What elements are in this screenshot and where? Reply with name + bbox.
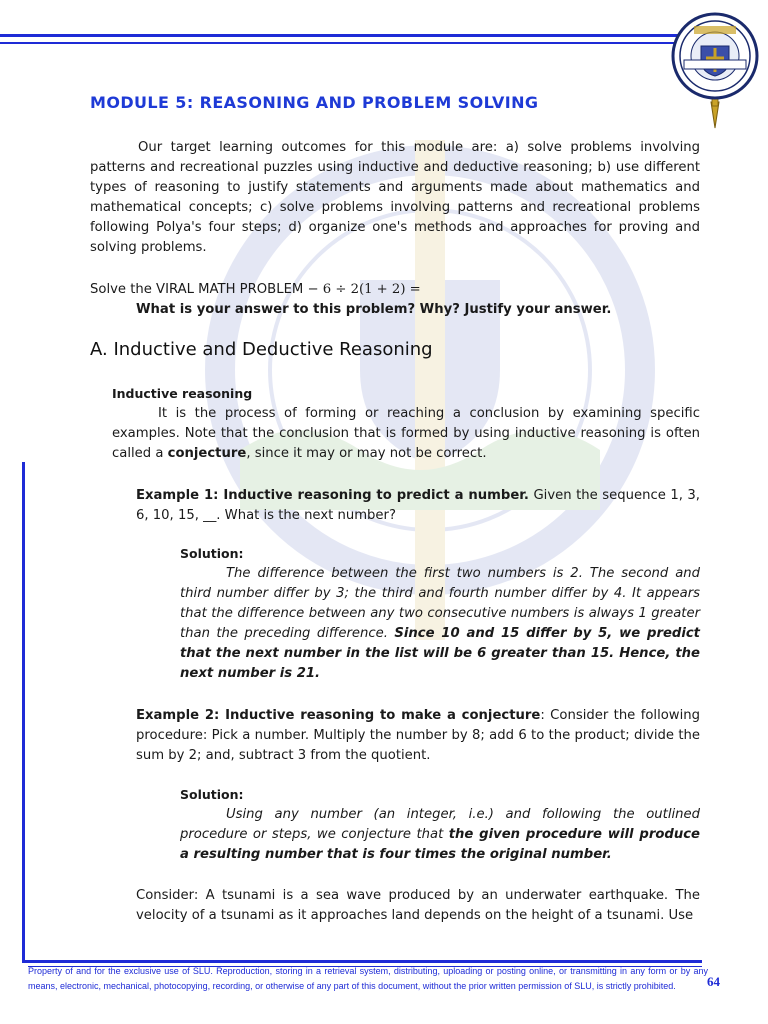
example-1-text: Given the sequence 1, 3, 6, 10, 15, __. What is the next number? (136, 488, 700, 523)
inductive-reasoning-heading: Inductive reasoning (112, 386, 253, 401)
module-title: MODULE 5: REASONING AND PROBLEM SOLVING (90, 93, 539, 112)
example-2-label: Example 2: Inductive reasoning to make a conjecture (136, 708, 541, 723)
example-2 (136, 706, 700, 766)
viral-problem-expression: − 6 ÷ 2(1 + 2) = (307, 282, 421, 297)
section-title: A. Inductive and Deductive Reasoning (90, 339, 433, 360)
example-1 (136, 486, 700, 526)
example-1-label: Example 1: Inductive reasoning to predict a number. (136, 488, 529, 503)
example-1-solution-label: Solution: (180, 546, 244, 561)
example-2-solution-conclusion: the given procedure will produce a resulting number that is four times the original number. (180, 827, 700, 862)
inductive-reasoning-definition (112, 404, 700, 464)
conjecture-term: conjecture (167, 446, 247, 461)
example-2-solution (180, 805, 700, 865)
example-1-solution (180, 564, 700, 684)
definition-text-end: , since it may or may not be correct. (246, 446, 487, 461)
copyright-footer: Property of and for the exclusive use of SLU. Reproduction, storing in a retrieval system, distributing, uploading or posting online, or transmitting in any form or by any means, electronic, mechanical, photocopying, recording, or otherwise of any part of this document, without the prior written permission of SLU, is strictly prohibited. (28, 966, 708, 991)
viral-problem-line (90, 280, 700, 300)
viral-problem-lead: Solve the VIRAL MATH PROBLEM (90, 282, 304, 297)
example-1-solution-text: The difference between the first two numbers is 2. The second and third number differ by 3; the third and fourth number differ by 4. It appears that the difference between any two consecutive numbers is always 1 greater than the preceding difference. (180, 566, 700, 641)
page-number: 64 (707, 974, 720, 989)
example-2-solution-text: Using any number (an integer, i.e.) and following the outlined procedure or steps, we conjecture that (180, 807, 700, 842)
example-2-text: : Consider the following procedure: Pick a number. Multiply the number by 8; add 6 to the product; divide the sum by 2; and, subtract 3 from the quotient. (136, 708, 700, 763)
consider-paragraph: Consider: A tsunami is a sea wave produced by an underwater earthquake. The velocity of a tsunami as it approaches land depends on the height of a tsunami. Use (136, 888, 700, 923)
definition-text: It is the process of forming or reaching a conclusion by examining specific examples. Note that the conclusion that is formed by using inductive reasoning is often called a (112, 406, 700, 461)
learning-outcomes-paragraph: Our target learning outcomes for this module are: a) solve problems involving patterns and recreational puzzles using inductive and deductive reasoning; b) use different types of reasoning to justify statements and arguments made about mathematics and mathematical concepts; c) solve problems involving patterns and recreational problems following Polya's four steps; d) organize one's methods and approaches for proving and solving problems. (90, 140, 700, 255)
example-2-solution-label: Solution: (180, 787, 244, 802)
example-1-solution-conclusion: Since 10 and 15 differ by 5, we predict that the next number in the list will be 6 greater than 15. Hence, the next number is 21. (180, 626, 700, 681)
viral-problem-question: What is your answer to this problem? Why? Justify your answer. (136, 302, 612, 317)
